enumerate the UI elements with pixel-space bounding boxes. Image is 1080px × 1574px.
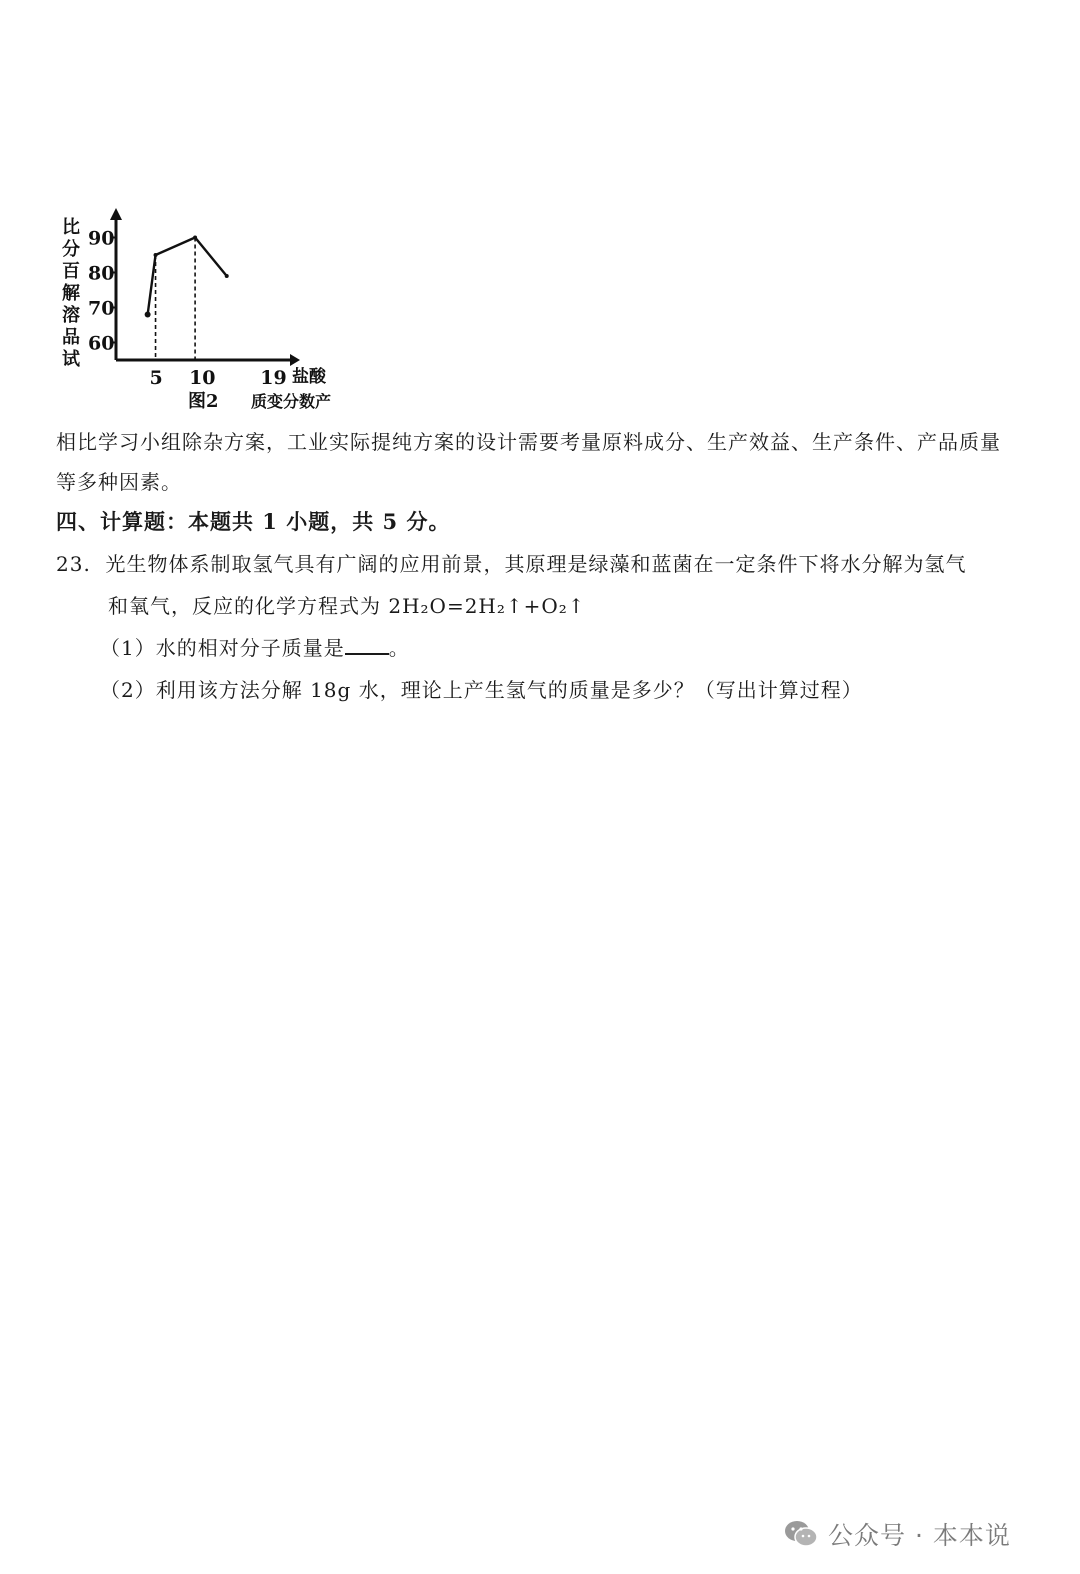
y-tick-label: 80 — [88, 262, 115, 285]
section-heading: 四、计算题：本题共 1 小题，共 5 分。 — [56, 509, 451, 534]
y-axis-label-char: 溶 — [62, 305, 80, 326]
chart-figure — [58, 200, 378, 415]
data-point — [225, 274, 229, 278]
y-tick-label: 90 — [88, 227, 115, 250]
x-axis-label: 盐酸 — [292, 367, 326, 387]
wechat-icon — [784, 1520, 818, 1548]
question-text-2: 和氧气，反应的化学方程式为 — [108, 594, 389, 618]
x-tick-label: 19 — [260, 367, 287, 389]
y-axis-label-char: 比 — [62, 217, 80, 238]
data-point — [145, 312, 151, 318]
y-axis-arrow — [110, 208, 122, 220]
y-tick-label: 70 — [88, 297, 115, 320]
question-number: 23. — [56, 552, 91, 576]
y-axis-label-char: 品 — [62, 327, 80, 348]
figure-caption-text: 质变分数产 — [251, 392, 332, 411]
watermark — [784, 1514, 1011, 1554]
data-point — [193, 236, 197, 240]
paragraph-1: 相比学习小组除杂方案，工业实际提纯方案的设计需要考量原料成分、生产效益、生产条件、产品质量等多种因素。 — [56, 430, 1001, 494]
y-tick-label: 60 — [88, 332, 115, 355]
answer-blank[interactable] — [345, 635, 389, 655]
sub-question-1-end: 。 — [388, 636, 410, 660]
x-axis-arrow — [290, 354, 300, 366]
chemical-equation: 2H₂O=2H₂↑+O₂↑ — [388, 594, 586, 618]
question-text: 光生物体系制取氢气具有广阔的应用前景，其原理是绿藻和蓝菌在一定条件下将水分解为氢气 — [105, 552, 967, 576]
sub-question-1 — [100, 632, 410, 661]
line-chart — [58, 200, 378, 415]
y-axis-label-char: 分 — [62, 239, 80, 260]
x-tick-label: 5 — [149, 367, 163, 389]
question-23-line2 — [108, 590, 586, 619]
question-23-line1 — [56, 548, 967, 577]
y-axis-label-char: 试 — [62, 349, 80, 370]
y-axis-label-char: 解 — [62, 283, 80, 304]
watermark-text: 公众号 · 本本说 — [828, 1521, 1011, 1550]
sub-question-2: （2）利用该方法分解 18g 水，理论上产生氢气的质量是多少？（写出计算过程） — [100, 678, 863, 702]
series-line — [148, 238, 227, 315]
x-tick-label: 10 — [189, 367, 216, 389]
data-point — [154, 253, 158, 257]
figure-caption: 图2 — [188, 391, 219, 412]
y-axis-label-char: 百 — [62, 261, 80, 282]
sub-question-1-text: （1）水的相对分子质量是 — [100, 636, 345, 660]
